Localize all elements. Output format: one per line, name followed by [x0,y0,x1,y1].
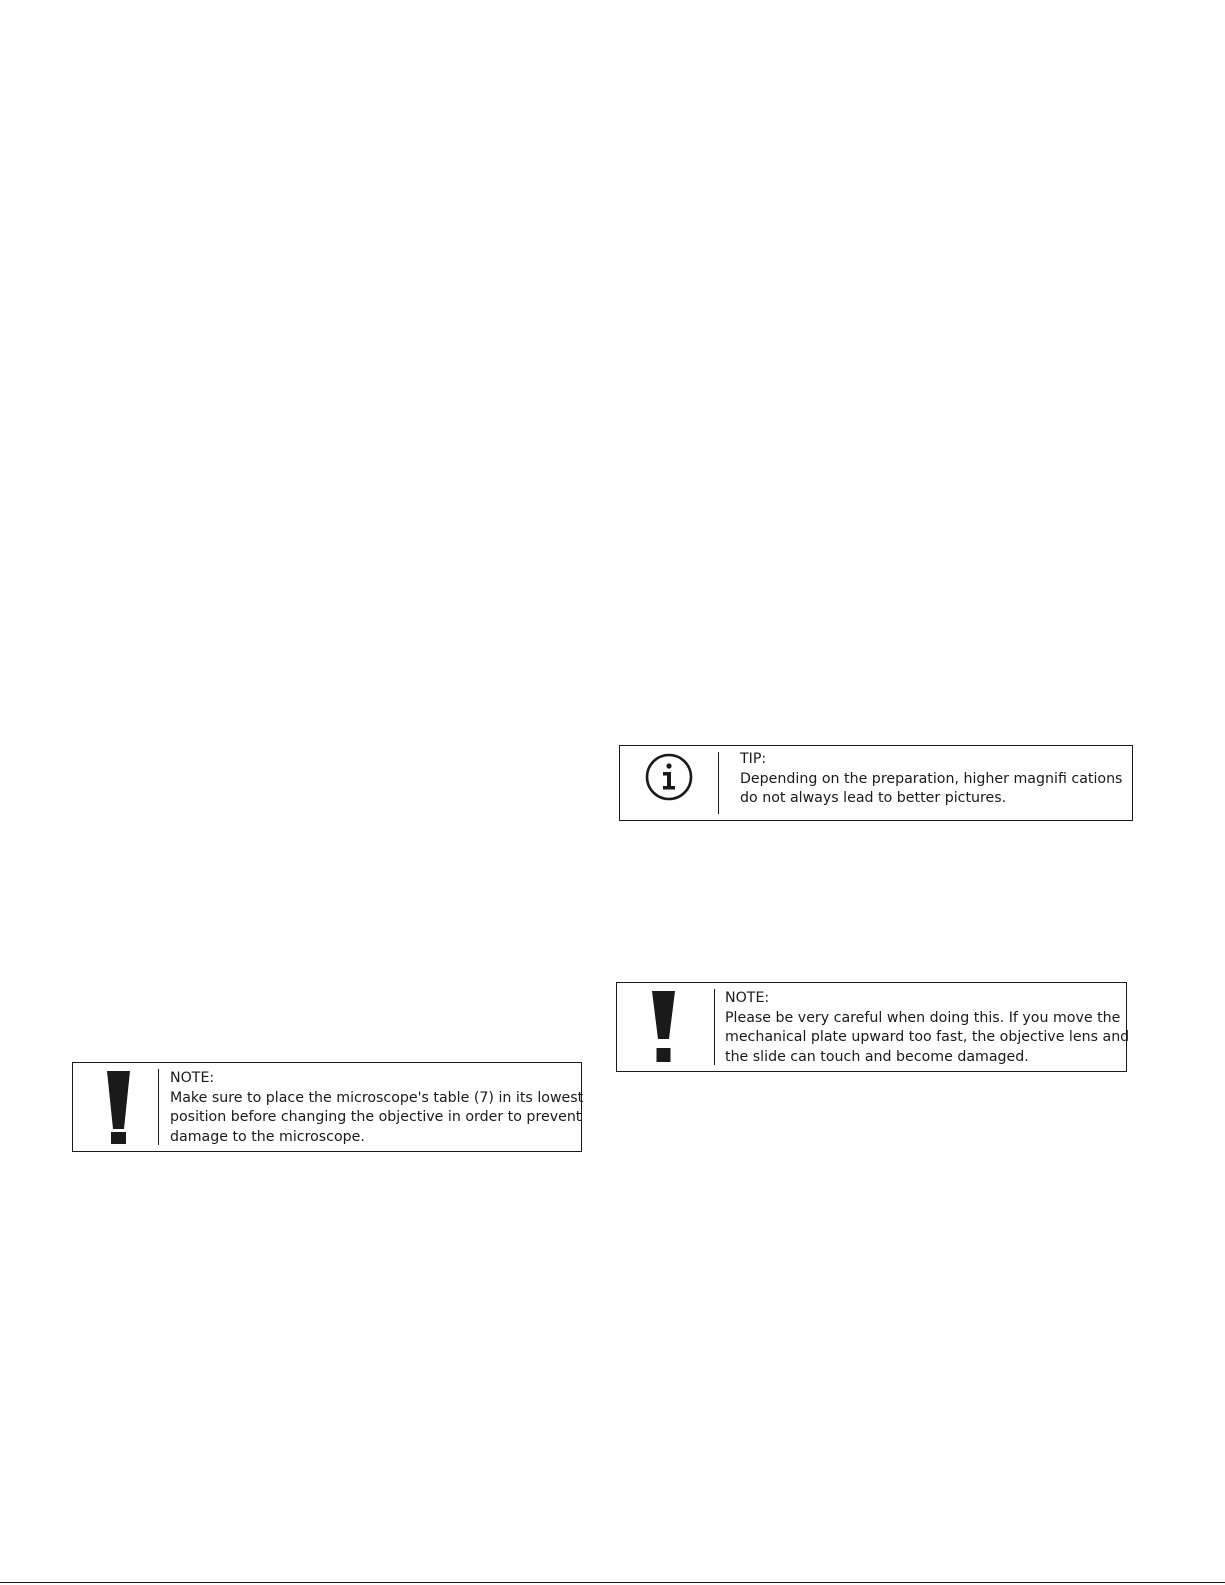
tip-box [619,745,1133,821]
note-line: Please be very careful when doing this. If you move the [725,1009,1121,1026]
exclamation-icon [617,983,714,1071]
note-label: NOTE: [725,990,770,1006]
note-label: NOTE: [170,1070,215,1086]
note-box-right [616,982,1130,1072]
tip-divider [718,752,719,814]
tip-text [740,750,1124,809]
tip-line: do not always lead to better pictures. [740,790,1007,806]
tip-line: Depending on the preparation, higher magnifi cations [740,770,1123,787]
note-line: Make sure to place the microscope's table (7) in its lowest [170,1089,584,1106]
note-line: mechanical plate upward too fast, the objective lens and [725,1029,1130,1045]
note-line: damage to the microscope. [170,1128,365,1145]
info-icon [620,746,718,820]
note-text-left [170,1069,584,1147]
note-box-left [72,1062,582,1152]
tip-label: TIP: [740,751,767,767]
note-text-right [725,989,1130,1067]
exclamation-icon [73,1063,158,1151]
note-line: position before changing the objective in order to prevent [170,1109,582,1125]
note-line: the slide can touch and become damaged. [725,1048,1029,1065]
page-bottom-rule [0,1582,1225,1583]
note-divider [158,1069,159,1145]
note-divider [714,989,715,1065]
